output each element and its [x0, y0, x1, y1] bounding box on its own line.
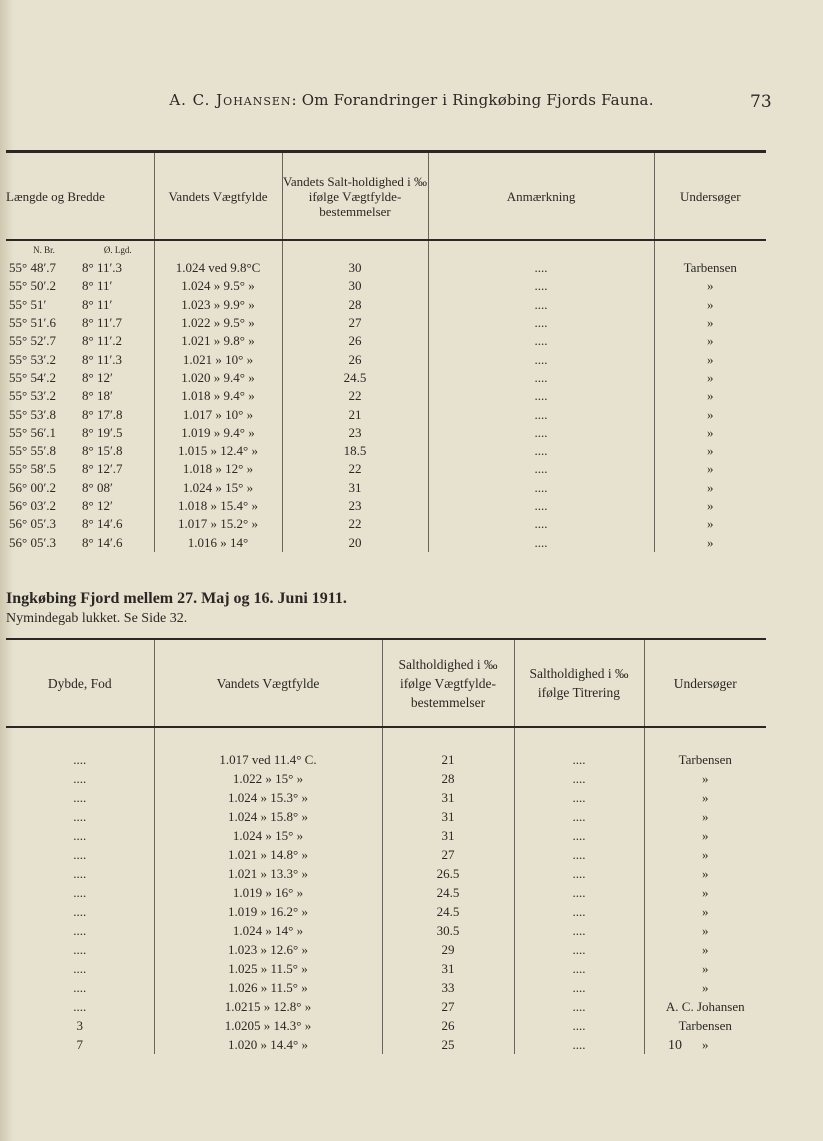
- table-row: [6, 921, 766, 940]
- cell-remark: ....: [428, 460, 654, 478]
- cell-remark: ....: [428, 296, 654, 314]
- cell-examiner: Tarbensen: [654, 259, 766, 277]
- cell-salinity: 21: [382, 750, 514, 769]
- cell-longitude: 8° 12′: [82, 369, 113, 385]
- table-row: [6, 883, 766, 902]
- cell-density: 1.017 » 10° »: [154, 405, 282, 423]
- cell-latitude: 55° 51′.6: [9, 315, 57, 331]
- cell-remark: ....: [428, 533, 654, 551]
- cell-examiner: Tarbensen: [644, 1016, 766, 1035]
- table-row: [6, 940, 766, 959]
- cell-remark: ....: [428, 442, 654, 460]
- cell-density: 1.020 » 9.4° »: [154, 369, 282, 387]
- col-header-examiner-2: Undersøger: [644, 639, 766, 727]
- cell-salinity: 24.5: [282, 369, 428, 387]
- cell-density: 1.023 » 12.6° »: [154, 940, 382, 959]
- cell-examiner: »: [654, 277, 766, 295]
- cell-depth: ....: [73, 904, 87, 919]
- cell-titration: ....: [514, 997, 644, 1016]
- cell-latitude: 55° 53′.8: [9, 406, 57, 422]
- cell-salinity: 30.5: [382, 921, 514, 940]
- header-title: : Om Forandringer i Ringkøbing Fjords Fauna.: [291, 91, 654, 109]
- cell-density: 1.024 » 14° »: [154, 921, 382, 940]
- cell-density: 1.022 » 15° »: [154, 769, 382, 788]
- cell-density: 1.015 » 12.4° »: [154, 442, 282, 460]
- cell-salinity: 31: [382, 788, 514, 807]
- cell-examiner: »: [654, 479, 766, 497]
- cell-salinity: 24.5: [382, 902, 514, 921]
- cell-salinity: 26: [282, 332, 428, 350]
- cell-salinity: 28: [382, 769, 514, 788]
- table-row: [6, 826, 766, 845]
- cell-longitude: 8° 14′.6: [82, 516, 123, 532]
- cell-density: 1.024 » 15° »: [154, 826, 382, 845]
- cell-longitude: 8° 08′: [82, 479, 113, 495]
- cell-examiner: »: [654, 533, 766, 551]
- cell-longitude: 8° 11′.2: [82, 333, 123, 349]
- cell-examiner: »: [644, 921, 766, 940]
- header-author: A. C. Johansen: [169, 91, 292, 109]
- cell-density: 1.023 » 9.9° »: [154, 296, 282, 314]
- cell-titration: ....: [514, 769, 644, 788]
- table-row: [6, 332, 766, 350]
- cell-latitude: 55° 58′.5: [9, 461, 57, 477]
- cell-longitude: 8° 12′.7: [82, 461, 123, 477]
- table-row: [6, 997, 766, 1016]
- table-row: [6, 460, 766, 478]
- cell-longitude: 8° 15′.8: [82, 443, 123, 459]
- cell-density: 1.017 » 15.2° »: [154, 515, 282, 533]
- table-row: [6, 442, 766, 460]
- cell-salinity: 30: [282, 259, 428, 277]
- cell-depth: ....: [73, 885, 87, 900]
- cell-longitude: 8° 12′: [82, 498, 113, 513]
- col-header-remark: Anmærkning: [428, 152, 654, 241]
- cell-examiner: »: [644, 902, 766, 921]
- table-row: [6, 533, 766, 551]
- cell-salinity: 31: [382, 959, 514, 978]
- cell-longitude: 8° 11′.3: [82, 260, 123, 276]
- cell-remark: ....: [428, 314, 654, 332]
- table-row: [6, 1016, 766, 1035]
- subheader-lon: Ø. Lgd.: [103, 245, 132, 255]
- cell-salinity: 27: [282, 314, 428, 332]
- cell-salinity: 24.5: [382, 883, 514, 902]
- cell-examiner: »: [644, 883, 766, 902]
- cell-salinity: 27: [382, 997, 514, 1016]
- depth-table: [6, 638, 766, 1054]
- cell-longitude: 8° 19′.5: [82, 424, 123, 440]
- cell-examiner: »: [654, 424, 766, 442]
- cell-salinity: 29: [382, 940, 514, 959]
- table-row: [6, 387, 766, 405]
- cell-examiner: »: [654, 314, 766, 332]
- cell-salinity: 26.5: [382, 864, 514, 883]
- col-header-salinity: Vandets Salt-holdighed i ‰ ifølge Vægtfylde-bestemmelser: [282, 152, 428, 241]
- position-table-body: [6, 259, 766, 552]
- cell-salinity: 33: [382, 978, 514, 997]
- cell-titration: ....: [514, 750, 644, 769]
- cell-examiner: »: [644, 826, 766, 845]
- cell-latitude: 55° 56′.1: [9, 424, 57, 440]
- cell-remark: ....: [428, 387, 654, 405]
- cell-remark: ....: [428, 479, 654, 497]
- cell-salinity: 23: [282, 497, 428, 515]
- table-row: [6, 959, 766, 978]
- cell-depth: ....: [73, 828, 87, 843]
- cell-depth: ....: [73, 847, 87, 862]
- cell-salinity: 18.5: [282, 442, 428, 460]
- cell-remark: ....: [428, 369, 654, 387]
- cell-salinity: 31: [382, 826, 514, 845]
- cell-density: 1.024 » 15.8° »: [154, 807, 382, 826]
- footer-number: 10: [668, 1038, 682, 1053]
- cell-density: 1.019 » 9.4° »: [154, 424, 282, 442]
- cell-depth: ....: [73, 790, 87, 805]
- cell-density: 1.018 » 15.4° »: [154, 497, 282, 515]
- table-row: [6, 978, 766, 997]
- cell-density: 1.018 » 9.4° »: [154, 387, 282, 405]
- cell-longitude: 8° 18′: [82, 388, 113, 404]
- cell-longitude: 8° 14′.6: [82, 534, 123, 550]
- cell-salinity: 20: [282, 533, 428, 551]
- cell-density: 1.024 » 15° »: [154, 479, 282, 497]
- cell-remark: ....: [428, 277, 654, 295]
- cell-latitude: 56° 00′.2: [9, 479, 57, 495]
- cell-titration: ....: [514, 1016, 644, 1035]
- cell-remark: ....: [428, 332, 654, 350]
- table-row: [6, 902, 766, 921]
- cell-longitude: 8° 11′: [82, 278, 113, 294]
- table-row: [6, 769, 766, 788]
- table-row: [6, 864, 766, 883]
- cell-density: 1.024 » 15.3° »: [154, 788, 382, 807]
- table-row: [6, 845, 766, 864]
- cell-salinity: 21: [282, 405, 428, 423]
- cell-salinity: 25: [382, 1035, 514, 1054]
- cell-latitude: 55° 53′.2: [9, 388, 57, 404]
- cell-examiner: »: [654, 460, 766, 478]
- cell-depth: ....: [73, 752, 87, 767]
- col-header-position: Længde og Bredde: [6, 152, 154, 241]
- cell-density: 1.025 » 11.5° »: [154, 959, 382, 978]
- table-row: [6, 369, 766, 387]
- cell-titration: ....: [514, 1035, 644, 1054]
- cell-density: 1.026 » 11.5° »: [154, 978, 382, 997]
- cell-longitude: 8° 11′.7: [82, 315, 123, 331]
- subheader-lat: N. Br.: [33, 245, 55, 255]
- table-row: [6, 277, 766, 295]
- cell-longitude: 8° 17′.8: [82, 406, 123, 422]
- col-header-salinity-density: Saltholdighed i ‰ ifølge Vægtfylde-bestemmelser: [382, 639, 514, 727]
- cell-titration: ....: [514, 826, 644, 845]
- cell-examiner: »: [644, 959, 766, 978]
- col-header-examiner: Undersøger: [654, 152, 766, 241]
- cell-examiner: »: [644, 1035, 766, 1054]
- col-header-density-2: Vandets Vægtfylde: [154, 639, 382, 727]
- position-table: [6, 150, 766, 552]
- cell-latitude: 55° 52′.7: [9, 333, 57, 349]
- cell-latitude: 55° 53′.2: [9, 351, 57, 367]
- cell-latitude: 56° 03′.2: [9, 498, 57, 513]
- table-row: [6, 350, 766, 368]
- cell-examiner: »: [644, 864, 766, 883]
- cell-latitude: 55° 50′.2: [9, 278, 57, 294]
- cell-titration: ....: [514, 845, 644, 864]
- cell-titration: ....: [514, 921, 644, 940]
- cell-examiner: »: [654, 296, 766, 314]
- table-row: [6, 405, 766, 423]
- table-row: [6, 314, 766, 332]
- cell-titration: ....: [514, 864, 644, 883]
- cell-remark: ....: [428, 259, 654, 277]
- cell-salinity: 27: [382, 845, 514, 864]
- cell-density: 1.020 » 14.4° »: [154, 1035, 382, 1054]
- cell-density: 1.022 » 9.5° »: [154, 314, 282, 332]
- table-row: [6, 750, 766, 769]
- cell-salinity: 30: [282, 277, 428, 295]
- table-row: [6, 497, 766, 515]
- cell-density: 1.016 » 14°: [154, 533, 282, 551]
- cell-titration: ....: [514, 788, 644, 807]
- cell-titration: ....: [514, 959, 644, 978]
- running-header: [0, 91, 823, 109]
- cell-density: 1.021 » 14.8° »: [154, 845, 382, 864]
- cell-remark: ....: [428, 405, 654, 423]
- cell-examiner: »: [654, 515, 766, 533]
- cell-density: 1.019 » 16° »: [154, 883, 382, 902]
- depth-table-body: [6, 750, 766, 1054]
- cell-examiner: »: [644, 845, 766, 864]
- cell-remark: ....: [428, 515, 654, 533]
- cell-titration: ....: [514, 940, 644, 959]
- cell-salinity: 22: [282, 515, 428, 533]
- table-row: [6, 515, 766, 533]
- table-row: [6, 1035, 766, 1054]
- table-row: [6, 259, 766, 277]
- cell-titration: ....: [514, 902, 644, 921]
- cell-examiner: »: [654, 405, 766, 423]
- table-row: [6, 807, 766, 826]
- cell-remark: ....: [428, 350, 654, 368]
- cell-density: 1.021 » 9.8° »: [154, 332, 282, 350]
- col-header-salinity-titration: Saltholdighed i ‰ ifølge Titrering: [514, 639, 644, 727]
- cell-density: 1.018 » 12° »: [154, 460, 282, 478]
- cell-depth: ....: [73, 980, 87, 995]
- cell-examiner: »: [654, 442, 766, 460]
- cell-depth: ....: [73, 771, 87, 786]
- cell-examiner: »: [654, 369, 766, 387]
- cell-salinity: 26: [282, 350, 428, 368]
- table-row: [6, 296, 766, 314]
- cell-longitude: 8° 11′: [82, 296, 113, 312]
- cell-salinity: 26: [382, 1016, 514, 1035]
- section-title: Ingkøbing Fjord mellem 27. Maj og 16. Juni 1911.: [6, 590, 347, 607]
- cell-examiner: »: [644, 940, 766, 959]
- cell-depth: ....: [73, 809, 87, 824]
- cell-density: 1.019 » 16.2° »: [154, 902, 382, 921]
- cell-examiner: »: [654, 387, 766, 405]
- cell-density: 1.024 » 9.5° »: [154, 277, 282, 295]
- cell-density: 1.021 » 10° »: [154, 350, 282, 368]
- cell-depth: ....: [73, 866, 87, 881]
- cell-density: 1.017 ved 11.4° C.: [154, 750, 382, 769]
- cell-salinity: 28: [282, 296, 428, 314]
- cell-remark: ....: [428, 497, 654, 515]
- cell-salinity: 22: [282, 460, 428, 478]
- cell-depth: ....: [73, 961, 87, 976]
- cell-latitude: 55° 51′: [9, 296, 47, 312]
- section-subtitle: Nymindegab lukket. Se Side 32.: [6, 611, 188, 626]
- col-header-density: Vandets Vægtfylde: [154, 152, 282, 241]
- cell-examiner: »: [644, 807, 766, 826]
- cell-density: 1.0205 » 14.3° »: [154, 1016, 382, 1035]
- cell-density: 1.024 ved 9.8°C: [154, 259, 282, 277]
- cell-latitude: 55° 48′.7: [9, 260, 57, 276]
- cell-examiner: »: [654, 332, 766, 350]
- cell-salinity: 31: [382, 807, 514, 826]
- table-row: [6, 788, 766, 807]
- cell-examiner: »: [644, 978, 766, 997]
- cell-salinity: 22: [282, 387, 428, 405]
- cell-examiner: »: [644, 788, 766, 807]
- cell-latitude: 56° 05′.3: [9, 516, 57, 532]
- cell-latitude: 55° 55′.8: [9, 443, 57, 459]
- table-row: [6, 479, 766, 497]
- cell-titration: ....: [514, 807, 644, 826]
- cell-depth: ....: [73, 999, 87, 1014]
- cell-depth: ....: [73, 923, 87, 938]
- cell-depth: 3: [76, 1018, 83, 1033]
- cell-latitude: 56° 05′.3: [9, 534, 57, 550]
- cell-depth: 7: [76, 1037, 83, 1052]
- cell-examiner: Tarbensen: [644, 750, 766, 769]
- cell-salinity: 23: [282, 424, 428, 442]
- cell-density: 1.021 » 13.3° »: [154, 864, 382, 883]
- cell-titration: ....: [514, 883, 644, 902]
- cell-remark: ....: [428, 424, 654, 442]
- cell-density: 1.0215 » 12.8° »: [154, 997, 382, 1016]
- cell-examiner: »: [654, 350, 766, 368]
- cell-examiner: A. C. Johansen: [644, 997, 766, 1016]
- cell-examiner: »: [644, 769, 766, 788]
- page-number: 73: [750, 92, 772, 112]
- cell-examiner: »: [654, 497, 766, 515]
- table-row: [6, 424, 766, 442]
- cell-depth: ....: [73, 942, 87, 957]
- cell-longitude: 8° 11′.3: [82, 351, 123, 367]
- cell-salinity: 31: [282, 479, 428, 497]
- cell-titration: ....: [514, 978, 644, 997]
- col-header-depth: Dybde, Fod: [6, 639, 154, 727]
- cell-latitude: 55° 54′.2: [9, 369, 57, 385]
